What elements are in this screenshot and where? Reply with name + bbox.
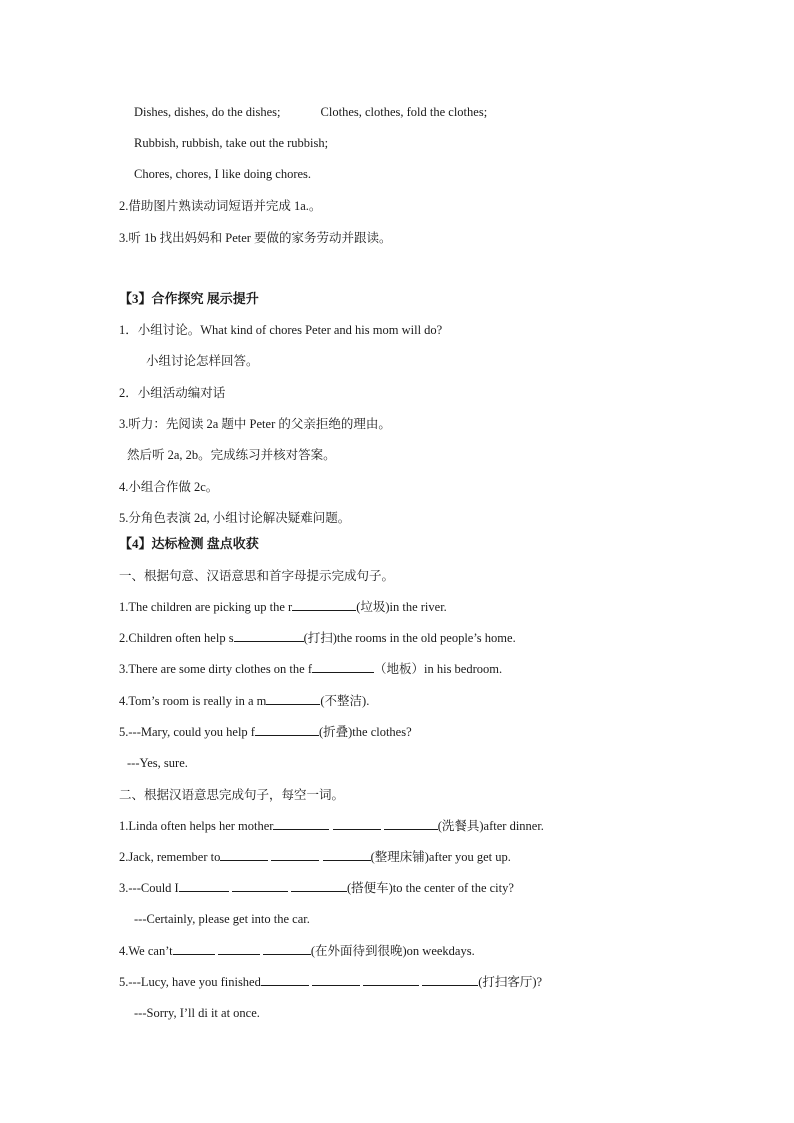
blank [363,974,419,986]
section-3-item-3-note: 然后听 2a, 2b。完成练习并核对答案。 [127,448,336,462]
exercise-1-4: 4.Tom’s room is really in a m (不整洁). [119,694,370,708]
blank [384,818,438,830]
exercise-1-1: 1.The children are picking up the r (垃圾)in the river. [119,600,447,614]
part-2-title: 二、根据汉语意思完成句子，每空一词。 [119,788,345,802]
exercise-1-2: 2.Children often help s (打扫)the rooms in the old people’s home. [119,631,516,645]
step-2: 2.借助图片熟读动词短语并完成 1a.。 [119,199,322,213]
blank [333,818,381,830]
section-3-item-3: 3.听力：先阅读 2a 题中 Peter 的父亲拒绝的理由。 [119,417,391,431]
blank [173,943,215,955]
part-1-title: 一、根据句意、汉语意思和首字母提示完成句子。 [119,569,395,583]
blank [261,974,309,986]
blank [179,880,229,892]
blank [323,849,371,861]
exercise-1-5: 5.---Mary, could you help f (折叠)the clothes? [119,725,412,739]
section-3-item-1-note: 小组讨论怎样回答。 [146,354,259,368]
blank [271,849,319,861]
exercise-2-3-reply: ---Certainly, please get into the car. [134,912,310,926]
blank [422,974,478,986]
exercise-2-4: 4.We can’t (在外面待到很晚)on weekdays. [119,944,475,958]
exercise-1-5-reply: ---Yes, sure. [127,756,188,770]
chant-clothes: Clothes, clothes, fold the clothes; [320,105,488,119]
exercise-2-2: 2.Jack, remember to (整理床铺)after you get up. [119,850,511,864]
exercise-2-5-reply: ---Sorry, I’ll di it at once. [134,1006,260,1020]
blank [312,661,374,673]
exercise-2-5: 5.---Lucy, have you finished (打扫客厅)? [119,975,543,989]
step-3: 3.听 1b 找出妈妈和 Peter 要做的家务劳动并跟读。 [119,231,392,245]
blank [263,943,311,955]
chant-line-1 [134,104,487,120]
blank [220,849,268,861]
blank [312,974,360,986]
blank [234,630,304,642]
exercise-1-3: 3.There are some dirty clothes on the f （地板）in his bedroom. [119,662,503,676]
chant-line-2: Rubbish, rubbish, take out the rubbish; [134,136,329,150]
blank [266,693,320,705]
exercise-2-3: 3.---Could I (搭便车)to the center of the city? [119,881,514,895]
blank [218,943,260,955]
section-3-item-5: 5.分角色表演 2d, 小组讨论解决疑难问题。 [119,511,351,525]
blank [292,599,356,611]
section-3-title: 【3】合作探究 展示提升 [119,291,259,306]
blank [255,724,319,736]
section-3-item-2: 2．小组活动编对话 [119,386,226,400]
chant-line-3: Chores, chores, I like doing chores. [134,167,312,181]
exercise-2-1: 1.Linda often helps her mother (洗餐具)after dinner. [119,819,544,833]
section-4-title: 【4】达标检测 盘点收获 [119,536,259,551]
chant-dishes: Dishes, dishes, do the dishes; [134,105,281,119]
section-3-item-1: 1．小组讨论。What kind of chores Peter and his mom will do? [119,323,443,337]
blank [291,880,347,892]
blank [232,880,288,892]
blank [273,818,329,830]
section-3-item-4: 4.小组合作做 2c。 [119,480,219,494]
